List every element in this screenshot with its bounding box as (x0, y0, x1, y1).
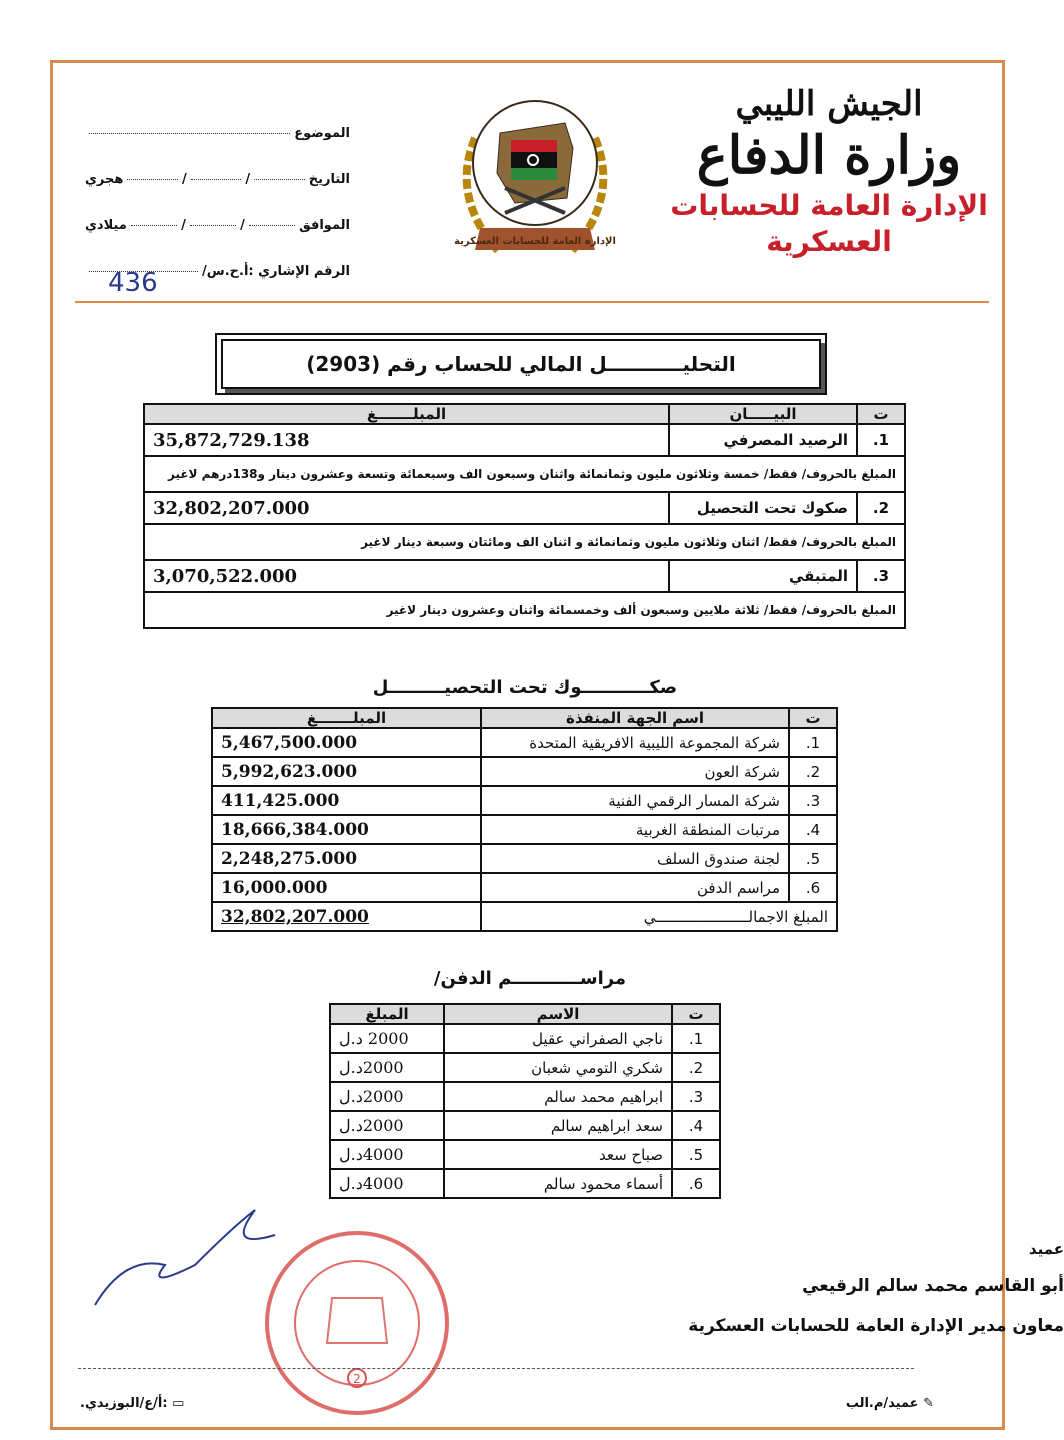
row-index: 4. (789, 815, 837, 844)
row-index: 2. (789, 757, 837, 786)
row-name: صباح سعد (444, 1140, 672, 1169)
row-index: 2. (672, 1053, 720, 1082)
row-amount: 411,425.000 (212, 786, 481, 815)
letterhead (669, 80, 989, 260)
table-row (330, 1140, 720, 1169)
header-divider (75, 301, 989, 303)
column-header-amount: المبلـــــــغ (144, 404, 669, 424)
row-index: 1. (672, 1024, 720, 1053)
gregorian-label: ميلادي (85, 217, 127, 233)
table-row (144, 456, 905, 492)
ministry-name: وزارة الدفاع (696, 125, 962, 186)
footer-divider (78, 1368, 914, 1369)
gregorian-date-row: الموافق / / ميلادي (85, 217, 350, 233)
signatory-name: أبو القاسم محمد سالم الرقيعي (802, 1276, 1064, 1296)
row-index: 1. (857, 424, 905, 456)
row-amount: 2000د.ل (330, 1082, 444, 1111)
row-name: شكري التومي شعبان (444, 1053, 672, 1082)
table-row (330, 1111, 720, 1140)
row-amount: 35,872,729.138 (144, 424, 669, 456)
row-index: 5. (789, 844, 837, 873)
army-name: الجيش الليبي (735, 84, 923, 124)
total-label: المبلغ الاجمالـــــــــــــــــــــي (481, 902, 837, 931)
row-amount: 2000 د.ل (330, 1024, 444, 1053)
row-amount: 3,070,522.000 (144, 560, 669, 592)
computer-icon: ▭ (172, 1396, 185, 1411)
signatory-position: معاون مدير الإدارة العامة للحسابات العسكرية (688, 1316, 1064, 1336)
row-amount: 5,467,500.000 (212, 728, 481, 757)
row-name: ناجي الصفراني عقيل (444, 1024, 672, 1053)
row-amount: 2,248,275.000 (212, 844, 481, 873)
document-title: التحليـــــــــــل المالي للحساب رقم (2903) (221, 339, 821, 389)
title-frame (215, 333, 827, 395)
row-index: 5. (672, 1140, 720, 1169)
row-index: 6. (789, 873, 837, 902)
row-entity: لجنة صندوق السلف (481, 844, 789, 873)
row-amount: 2000د.ل (330, 1053, 444, 1082)
amount-in-words: المبلغ بالحروف/ فقط/ خمسة وثلاثون مليون وثمانمائة واثنان وسبعون الف وسبعمائة وتسعة وعشرون دينار و138درهم لاغير (144, 456, 905, 492)
table-header-row (144, 404, 905, 424)
table-row (330, 1024, 720, 1053)
table-row (212, 786, 837, 815)
footer-typist (80, 1396, 184, 1411)
hijri-date-row: التاريخ / / هجري (85, 171, 350, 187)
row-amount: 4000د.ل (330, 1169, 444, 1198)
table-row (212, 815, 837, 844)
column-header-amount: المبلغ (330, 1004, 444, 1024)
table-row (212, 873, 837, 902)
table-header-row (330, 1004, 720, 1024)
row-name: ابراهيم محمد سالم (444, 1082, 672, 1111)
row-entity: مراسم الدفن (481, 873, 789, 902)
row-index: 3. (789, 786, 837, 815)
total-row (212, 902, 837, 931)
department-line-1: الإدارة العامة للحسابات (670, 189, 988, 222)
row-name: سعد ابراهيم سالم (444, 1111, 672, 1140)
row-index: 3. (672, 1082, 720, 1111)
column-header-amount: المبلـــــــغ (212, 708, 481, 728)
total-amount: 32,802,207.000 (212, 902, 481, 931)
checks-heading: صكـــــــــــوك تحت التحصيـــــــــل (372, 677, 678, 698)
row-index: 3. (857, 560, 905, 592)
row-item: الرصيد المصرفي (669, 424, 857, 456)
row-amount: 18,666,384.000 (212, 815, 481, 844)
signatory-rank: عميد (1028, 1240, 1064, 1258)
table-row (144, 492, 905, 524)
analysis-table (143, 403, 906, 629)
row-index: 1. (789, 728, 837, 757)
amount-in-words: المبلغ بالحروف/ فقط/ اثنان وثلاثون مليون وثمانمائة و اثنان الف ومائتان وسبعة دينار لاغير (144, 524, 905, 560)
department-line-2: العسكرية (766, 225, 892, 258)
emblem-caption: الإدارة العامة للحسابات العسكرية (454, 236, 616, 247)
table-row (144, 424, 905, 456)
row-amount: 4000د.ل (330, 1140, 444, 1169)
column-header-index: ت (789, 708, 837, 728)
row-entity: شركة المجموعة الليبية الافريقية المتحدة (481, 728, 789, 757)
table-row (144, 592, 905, 628)
table-row (330, 1053, 720, 1082)
table-row (144, 524, 905, 560)
column-header-name: الاسم (444, 1004, 672, 1024)
table-row (212, 757, 837, 786)
subject-label: الموضوع (294, 125, 350, 141)
pen-icon: ✎ (923, 1396, 934, 1411)
row-index: 6. (672, 1169, 720, 1198)
footer-left-text: :أ/ع/البوزيدي. (80, 1396, 168, 1411)
ministry-emblem-icon (445, 78, 625, 278)
funeral-table (329, 1003, 721, 1199)
funeral-heading: مراســـــــــــم الدفن/ (433, 968, 627, 989)
table-row (330, 1082, 720, 1111)
document-meta (85, 110, 350, 294)
reference-label: الرقم الإشاري :أ.ح.س/ (202, 263, 350, 279)
official-stamp-icon (262, 1228, 452, 1418)
row-amount: 5,992,623.000 (212, 757, 481, 786)
row-item: صكوك تحت التحصيل (669, 492, 857, 524)
date-label: التاريخ (308, 171, 350, 187)
table-row (144, 560, 905, 592)
row-entity: شركة المسار الرقمي الفنية (481, 786, 789, 815)
column-header-item: البيـــــان (669, 404, 857, 424)
stamp-number: 2 (353, 1372, 361, 1386)
row-index: 4. (672, 1111, 720, 1140)
table-row (330, 1169, 720, 1198)
table-row (212, 728, 837, 757)
row-name: أسماء محمود سالم (444, 1169, 672, 1198)
row-entity: مرتبات المنطقة الغربية (481, 815, 789, 844)
column-header-entity: اسم الجهة المنفذة (481, 708, 789, 728)
column-header-index: ت (857, 404, 905, 424)
table-row (212, 844, 837, 873)
footer-preparer (846, 1396, 934, 1411)
row-index: 2. (857, 492, 905, 524)
equiv-label: الموافق (299, 217, 350, 233)
row-amount: 32,802,207.000 (144, 492, 669, 524)
table-header-row (212, 708, 837, 728)
row-item: المتبقي (669, 560, 857, 592)
footer-right-text: عميد/م.الب (845, 1396, 919, 1411)
checks-table (211, 707, 838, 932)
row-amount: 2000د.ل (330, 1111, 444, 1140)
amount-in-words: المبلغ بالحروف/ فقط/ ثلاثة ملايين وسبعون ألف وخمسمائة واثنان وعشرون دينار لاغير (144, 592, 905, 628)
row-entity: شركة العون (481, 757, 789, 786)
hijri-label: هجري (85, 171, 124, 187)
row-amount: 16,000.000 (212, 873, 481, 902)
column-header-index: ت (672, 1004, 720, 1024)
subject-row (85, 110, 350, 156)
handwritten-reference: 436 (108, 268, 158, 298)
